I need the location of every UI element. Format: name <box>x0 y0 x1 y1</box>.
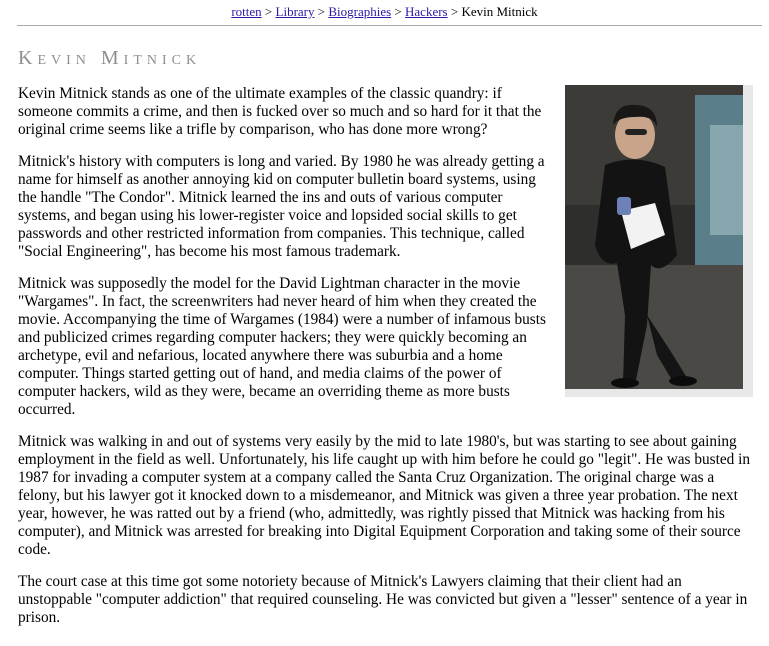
breadcrumb-link-rotten[interactable]: rotten <box>231 4 262 19</box>
breadcrumb-link-library[interactable]: Library <box>275 4 315 19</box>
breadcrumb-current: Kevin Mitnick <box>461 4 538 19</box>
breadcrumb-link-biographies[interactable]: Biographies <box>328 4 392 19</box>
breadcrumb <box>0 0 769 22</box>
paragraph: Mitnick's history with computers is long and varied. By 1980 he was already getting a name for himself as another annoying kid on computer bulletin board systems, using the handle "The Condor". Mitnick learned the ins and outs of various computer systems, and began using his lower-register voice and lopsided social skills to get passwords and other restricted information from companies. This technique, called "Social Engineering", has become his most famous trademark. <box>18 153 545 260</box>
breadcrumb-separator: > <box>314 4 329 19</box>
breadcrumb-separator: > <box>261 4 276 19</box>
breadcrumb-separator: > <box>391 4 406 19</box>
breadcrumb-link-hackers[interactable]: Hackers <box>405 4 448 19</box>
paragraph: Kevin Mitnick stands as one of the ultimate examples of the classic quandry: if someone commits a crime, and then is fucked over so much and so hard for it that the original crime seems like a trifle by comparison, who has done more wrong? <box>18 85 542 138</box>
mitnick-photo <box>565 85 753 397</box>
photo-image <box>565 85 743 389</box>
page-title: Kevin Mitnick <box>18 47 202 69</box>
paragraph: The court case at this time got some notoriety because of Mitnick's Lawyers claiming that their client had an unstoppable "computer addiction" that required counseling. He was convicted but given a "lesser" sentence of a year in prison. <box>18 573 748 626</box>
header-divider <box>17 25 762 26</box>
paragraph: Mitnick was walking in and out of systems very easily by the mid to late 1980's, but was starting to see about gaining employment in the field as well. Unfortunately, his life caught up with him before he could go "legit". He was busted in 1987 for invading a computer system at a company called the Santa Cruz Organization. The original charge was a felony, but his lawyer got it knocked down to a misdemeanor, and Mitnick was given a three year probation. The next year, however, he was ratted out by a friend (who, admittedly, was rightly pissed that Mitnick was hacking from his computer), and Mitnick was arrested for breaking into Digital Equipment Corporation and taking some of their source code. <box>18 433 750 558</box>
paragraph: Mitnick was supposedly the model for the David Lightman character in the movie "Wargames". In fact, the screenwriters had never heard of him when they created the movie. Accompanying the time of Wargames (1984) were a number of infamous busts and publicized crimes regarding computer hackers; they were quickly becoming an archetype, evil and nefarious, located anywhere there was suburbia and a home computer. Things started getting out of hand, and media claims of the power of computer hackers, wild as they were, became an overriding theme as more busts occurred. <box>18 275 546 418</box>
breadcrumb-separator: > <box>447 4 462 19</box>
article-body <box>18 85 753 641</box>
